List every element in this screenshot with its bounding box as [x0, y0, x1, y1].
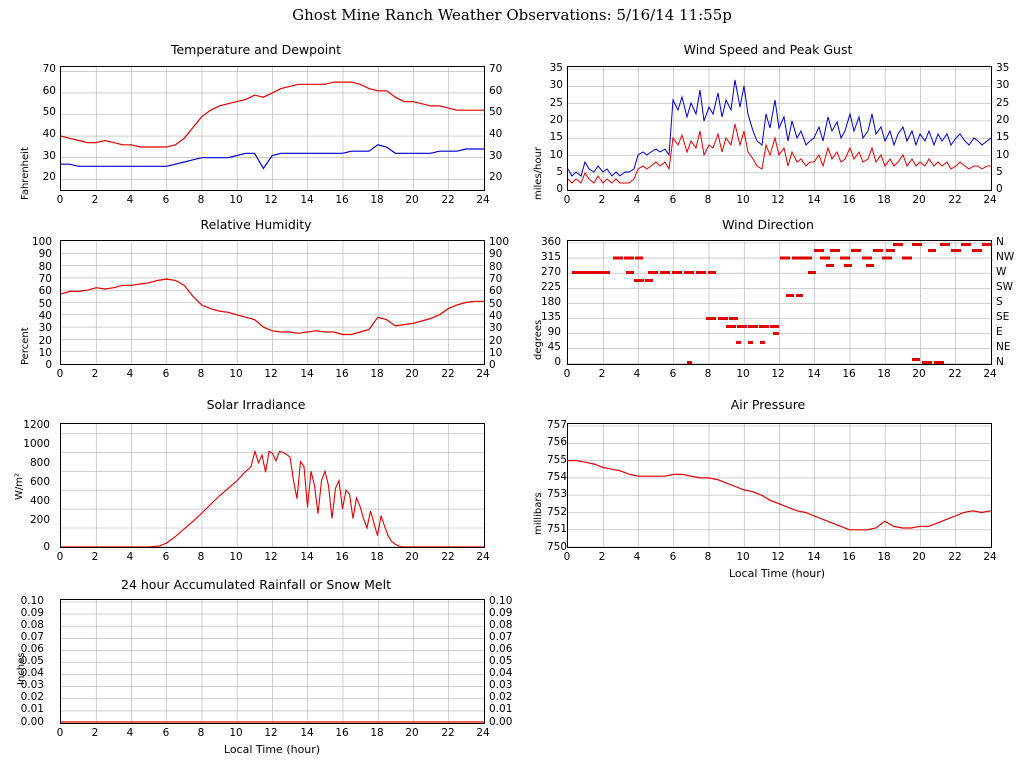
xtick-rh-20: 20	[405, 368, 419, 380]
ytick-wind-right-35: 35	[996, 62, 1010, 74]
panel-title-air-pressure: Air Pressure	[730, 397, 806, 412]
ytick-wd-135: 135	[540, 311, 561, 323]
xtick-temp-2: 2	[91, 194, 99, 206]
ytick-wind-5: 5	[556, 166, 563, 178]
xtick-wd-12: 12	[771, 368, 785, 380]
ytick-temp-right-50: 50	[489, 106, 503, 118]
ytick-rain-right-001: 0.01	[489, 703, 513, 715]
ytick-wind-0: 0	[556, 183, 563, 195]
ytick-wd-180: 180	[540, 296, 561, 308]
xtick-ap-20: 20	[912, 551, 926, 563]
xtick-wd-6: 6	[669, 368, 677, 380]
xtick-ap-6: 6	[669, 551, 677, 563]
ytick-rain-000: 0.00	[20, 716, 44, 728]
ytick-rh-right-90: 90	[489, 248, 503, 260]
ytick-temp-40: 40	[42, 128, 56, 140]
axis-label-fahrenheit: Fahrenheit	[20, 147, 31, 200]
ytick-rain-right-010: 0.10	[489, 595, 513, 607]
xtick-solar-4: 4	[126, 551, 134, 563]
ytick-rh-right-20: 20	[489, 335, 503, 347]
ytick-wind-25: 25	[549, 97, 563, 109]
xtick-temp-24: 24	[476, 194, 490, 206]
xtick-ap-8: 8	[704, 551, 712, 563]
panel-title-rainfall: 24 hour Accumulated Rainfall or Snow Melt	[121, 577, 391, 592]
panel-title-humidity: Relative Humidity	[200, 217, 312, 232]
ytick-wd-right-sw: SW	[996, 281, 1014, 293]
ytick-wind-right-25: 25	[996, 97, 1010, 109]
ytick-wd-225: 225	[540, 281, 561, 293]
ytick-wd-right-se: SE	[996, 311, 1010, 323]
ytick-rh-40: 40	[38, 310, 52, 322]
ytick-wind-right-20: 20	[996, 114, 1010, 126]
xtick-temp-10: 10	[229, 194, 243, 206]
ytick-rh-60: 60	[38, 285, 52, 297]
ytick-wd-45: 45	[547, 341, 561, 353]
ytick-wind-15: 15	[549, 131, 563, 143]
ytick-temp-20: 20	[42, 171, 56, 183]
ytick-rain-005: 0.05	[20, 655, 44, 667]
ytick-rh-100: 100	[31, 236, 52, 248]
axis-label-degrees: degrees	[533, 319, 544, 360]
xtick-wd-18: 18	[877, 368, 891, 380]
ytick-temp-right-30: 30	[489, 150, 503, 162]
xtick-solar-6: 6	[162, 551, 170, 563]
xtick-temp-8: 8	[197, 194, 205, 206]
xtick-solar-2: 2	[91, 551, 99, 563]
ytick-rh-right-10: 10	[489, 347, 503, 359]
ytick-rh-right-80: 80	[489, 261, 503, 273]
panel-air-pressure	[512, 395, 1024, 590]
xtick-ap-4: 4	[633, 551, 641, 563]
xtick-rain-18: 18	[370, 727, 384, 739]
axis-label-local-time-rainfall: Local Time (hour)	[223, 743, 321, 756]
xtick-rh-8: 8	[197, 368, 205, 380]
xtick-wind-24: 24	[983, 194, 997, 206]
axis-label-percent: Percent	[20, 327, 31, 365]
xtick-solar-12: 12	[264, 551, 278, 563]
xtick-solar-14: 14	[300, 551, 314, 563]
ytick-ap-750: 750	[546, 541, 567, 553]
ytick-temp-right-60: 60	[489, 85, 503, 97]
ytick-rh-right-0: 0	[489, 359, 496, 371]
xtick-solar-22: 22	[441, 551, 455, 563]
xtick-wd-4: 4	[633, 368, 641, 380]
ytick-rh-30: 30	[38, 322, 52, 334]
ytick-wd-right-s: S	[996, 296, 1003, 308]
ytick-rain-right-008: 0.08	[489, 619, 513, 631]
ytick-wd-right-n-top: N	[996, 236, 1004, 248]
xtick-rh-16: 16	[335, 368, 349, 380]
ytick-rain-008: 0.08	[20, 619, 44, 631]
xtick-wind-8: 8	[704, 194, 712, 206]
xtick-solar-20: 20	[405, 551, 419, 563]
xtick-temp-14: 14	[300, 194, 314, 206]
ytick-wind-20: 20	[549, 114, 563, 126]
panel-temperature-dewpoint	[0, 40, 512, 210]
ytick-solar-600: 600	[29, 476, 50, 488]
ytick-solar-800: 800	[29, 457, 50, 469]
xtick-rh-2: 2	[91, 368, 99, 380]
ytick-rain-010: 0.10	[20, 595, 44, 607]
plot-canvas-wind-speed	[568, 67, 991, 190]
xtick-wd-14: 14	[807, 368, 821, 380]
xtick-rh-14: 14	[300, 368, 314, 380]
ytick-rh-70: 70	[38, 273, 52, 285]
axis-label-inches: Inches	[16, 652, 27, 685]
plot-canvas-solar	[61, 424, 484, 547]
plot-canvas-temperature	[61, 67, 484, 190]
xtick-wind-14: 14	[807, 194, 821, 206]
ytick-temp-right-20: 20	[489, 171, 503, 183]
ytick-wind-30: 30	[549, 79, 563, 91]
ytick-ap-751: 751	[546, 523, 567, 535]
xtick-temp-20: 20	[405, 194, 419, 206]
panel-relative-humidity	[0, 215, 512, 390]
ytick-wd-315: 315	[540, 251, 561, 263]
ytick-rh-right-40: 40	[489, 310, 503, 322]
ytick-rh-right-50: 50	[489, 298, 503, 310]
xtick-wd-16: 16	[842, 368, 856, 380]
xtick-rh-6: 6	[162, 368, 170, 380]
ytick-rh-50: 50	[38, 298, 52, 310]
xtick-wd-0: 0	[563, 368, 571, 380]
ytick-rain-right-005: 0.05	[489, 655, 513, 667]
xtick-wind-0: 0	[563, 194, 571, 206]
xtick-rain-0: 0	[56, 727, 64, 739]
ytick-temp-30: 30	[42, 150, 56, 162]
ytick-wd-right-nw: NW	[996, 251, 1015, 263]
panel-accumulated-rainfall	[0, 575, 512, 765]
panel-title-wind-speed: Wind Speed and Peak Gust	[683, 42, 853, 57]
ytick-rh-20: 20	[38, 335, 52, 347]
ytick-wind-35: 35	[549, 62, 563, 74]
xtick-temp-18: 18	[370, 194, 384, 206]
ytick-wd-270: 270	[540, 266, 561, 278]
xtick-wind-20: 20	[912, 194, 926, 206]
panel-title-solar: Solar Irradiance	[206, 397, 306, 412]
xtick-temp-4: 4	[126, 194, 134, 206]
xtick-rh-4: 4	[126, 368, 134, 380]
ytick-wind-10: 10	[549, 149, 563, 161]
ytick-wd-right-e: E	[996, 326, 1003, 338]
xtick-rain-6: 6	[162, 727, 170, 739]
xtick-rh-22: 22	[441, 368, 455, 380]
panel-wind-speed	[512, 40, 1024, 210]
xtick-rain-20: 20	[405, 727, 419, 739]
ytick-ap-754: 754	[546, 471, 567, 483]
ytick-rh-right-100: 100	[489, 236, 510, 248]
ytick-rain-001: 0.01	[20, 703, 44, 715]
xtick-rh-12: 12	[264, 368, 278, 380]
ytick-solar-0: 0	[43, 541, 50, 553]
ytick-rh-0: 0	[45, 359, 52, 371]
ytick-wd-0: 0	[554, 356, 561, 368]
xtick-wd-10: 10	[736, 368, 750, 380]
ytick-ap-756: 756	[546, 436, 567, 448]
ytick-wd-right-ne: NE	[996, 341, 1011, 353]
xtick-solar-24: 24	[476, 551, 490, 563]
xtick-rain-8: 8	[197, 727, 205, 739]
xtick-wd-8: 8	[704, 368, 712, 380]
xtick-temp-0: 0	[56, 194, 64, 206]
ytick-rain-right-003: 0.03	[489, 679, 513, 691]
ytick-wd-right-w: W	[996, 266, 1007, 278]
plot-wind-direction[interactable]	[567, 240, 992, 365]
plot-air-pressure[interactable]	[567, 423, 992, 548]
xtick-wind-6: 6	[669, 194, 677, 206]
ytick-ap-752: 752	[546, 506, 567, 518]
xtick-wd-2: 2	[598, 368, 606, 380]
ytick-rh-right-60: 60	[489, 285, 503, 297]
ytick-rain-009: 0.09	[20, 607, 44, 619]
xtick-rh-10: 10	[229, 368, 243, 380]
ytick-ap-755: 755	[546, 454, 567, 466]
xtick-rain-24: 24	[476, 727, 490, 739]
xtick-rain-4: 4	[126, 727, 134, 739]
plot-accumulated-rainfall[interactable]	[60, 599, 485, 724]
ytick-rain-004: 0.04	[20, 667, 44, 679]
ytick-rain-006: 0.06	[20, 643, 44, 655]
ytick-rain-007: 0.07	[20, 631, 44, 643]
xtick-rain-22: 22	[441, 727, 455, 739]
axis-label-wm2: W/m²	[14, 472, 25, 500]
ytick-wd-right-n-bottom: N	[996, 356, 1004, 368]
xtick-ap-14: 14	[807, 551, 821, 563]
ytick-rh-right-30: 30	[489, 322, 503, 334]
ytick-rain-right-004: 0.04	[489, 667, 513, 679]
xtick-ap-0: 0	[563, 551, 571, 563]
plot-wind-speed[interactable]	[567, 66, 992, 191]
ytick-rain-right-000: 0.00	[489, 716, 513, 728]
ytick-wind-right-10: 10	[996, 149, 1010, 161]
panel-solar-irradiance	[0, 395, 512, 570]
ytick-rain-002: 0.02	[20, 691, 44, 703]
ytick-rain-right-002: 0.02	[489, 691, 513, 703]
xtick-rh-18: 18	[370, 368, 384, 380]
xtick-ap-12: 12	[771, 551, 785, 563]
xtick-wd-22: 22	[948, 368, 962, 380]
page-title: Ghost Mine Ranch Weather Observations: 5/16/14 11:55p	[292, 6, 732, 24]
xtick-solar-18: 18	[370, 551, 384, 563]
xtick-solar-8: 8	[197, 551, 205, 563]
xtick-rain-16: 16	[335, 727, 349, 739]
ytick-rh-90: 90	[38, 248, 52, 260]
ytick-rh-10: 10	[38, 347, 52, 359]
ytick-rh-80: 80	[38, 261, 52, 273]
xtick-rh-0: 0	[56, 368, 64, 380]
ytick-ap-753: 753	[546, 488, 567, 500]
panel-title-temperature: Temperature and Dewpoint	[170, 42, 342, 57]
xtick-rain-10: 10	[229, 727, 243, 739]
ytick-wd-360: 360	[540, 236, 561, 248]
ytick-temp-right-70: 70	[489, 63, 503, 75]
ytick-solar-1000: 1000	[23, 438, 50, 450]
xtick-wd-20: 20	[912, 368, 926, 380]
ytick-rain-right-006: 0.06	[489, 643, 513, 655]
ytick-wind-right-30: 30	[996, 79, 1010, 91]
xtick-rh-24: 24	[476, 368, 490, 380]
ytick-solar-400: 400	[29, 495, 50, 507]
xtick-ap-18: 18	[877, 551, 891, 563]
xtick-solar-0: 0	[56, 551, 64, 563]
xtick-wind-18: 18	[877, 194, 891, 206]
xtick-wind-22: 22	[948, 194, 962, 206]
ytick-solar-1200: 1200	[23, 419, 50, 431]
ytick-ap-757: 757	[546, 419, 567, 431]
xtick-rain-14: 14	[300, 727, 314, 739]
axis-label-local-time-pressure: Local Time (hour)	[728, 567, 826, 580]
xtick-temp-22: 22	[441, 194, 455, 206]
xtick-ap-22: 22	[948, 551, 962, 563]
panel-wind-direction	[512, 215, 1024, 390]
ytick-wd-90: 90	[547, 326, 561, 338]
plot-canvas-air-pressure	[568, 424, 991, 547]
xtick-ap-10: 10	[736, 551, 750, 563]
ytick-rain-right-007: 0.07	[489, 631, 513, 643]
ytick-solar-200: 200	[29, 514, 50, 526]
plot-canvas-humidity	[61, 241, 484, 364]
ytick-temp-70: 70	[42, 63, 56, 75]
xtick-rain-12: 12	[264, 727, 278, 739]
xtick-temp-16: 16	[335, 194, 349, 206]
plot-relative-humidity[interactable]	[60, 240, 485, 365]
xtick-temp-12: 12	[264, 194, 278, 206]
xtick-wind-2: 2	[598, 194, 606, 206]
plot-solar-irradiance[interactable]	[60, 423, 485, 548]
ytick-wind-right-5: 5	[996, 166, 1003, 178]
xtick-wind-16: 16	[842, 194, 856, 206]
xtick-wind-10: 10	[736, 194, 750, 206]
panel-title-wind-direction: Wind Direction	[722, 217, 814, 232]
plot-canvas-rainfall	[61, 600, 484, 723]
xtick-wind-4: 4	[633, 194, 641, 206]
ytick-temp-50: 50	[42, 106, 56, 118]
ytick-rh-right-70: 70	[489, 273, 503, 285]
ytick-temp-60: 60	[42, 85, 56, 97]
plot-canvas-wind-direction	[568, 241, 991, 364]
ytick-rain-003: 0.03	[20, 679, 44, 691]
xtick-temp-6: 6	[162, 194, 170, 206]
axis-label-miles-hour: miles/hour	[533, 147, 544, 200]
ytick-temp-right-40: 40	[489, 128, 503, 140]
ytick-wind-right-15: 15	[996, 131, 1010, 143]
xtick-ap-16: 16	[842, 551, 856, 563]
xtick-wd-24: 24	[983, 368, 997, 380]
ytick-wind-right-0: 0	[996, 183, 1003, 195]
xtick-ap-24: 24	[983, 551, 997, 563]
ytick-rain-right-009: 0.09	[489, 607, 513, 619]
xtick-ap-2: 2	[598, 551, 606, 563]
xtick-wind-12: 12	[771, 194, 785, 206]
xtick-solar-10: 10	[229, 551, 243, 563]
axis-label-millibars: millibars	[533, 492, 544, 535]
xtick-rain-2: 2	[91, 727, 99, 739]
xtick-solar-16: 16	[335, 551, 349, 563]
plot-temperature-dewpoint[interactable]	[60, 66, 485, 191]
